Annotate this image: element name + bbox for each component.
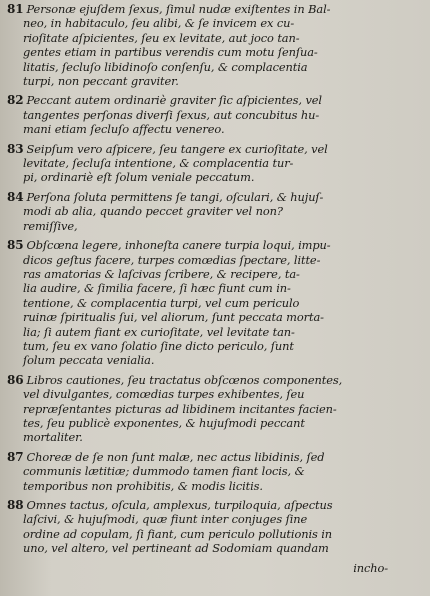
- entry-line: neo, in habitaculo, ſeu alibi, & ſe invicem ex cu-: [23, 16, 295, 31]
- entry-line: vel divulgantes, comœdias turpes exhibentes, ſeu: [23, 387, 305, 402]
- entry-line: lia; ſi autem fiant ex curioſitate, vel levitate tan-: [23, 324, 295, 339]
- entry-first-line: [4, 498, 424, 512]
- entry-line: ordine ad copulam, ſi fiant, cum periculo pollutionis in: [23, 526, 333, 541]
- catchword: incho-: [353, 560, 388, 575]
- entry-85: [4, 238, 424, 368]
- entry-text: Omnes tactus, oſcula, amplexus, turpiloquia, aſpectus: [26, 498, 333, 512]
- entry-line: repræſentantes picturas ad libidinem incitantes facien-: [23, 401, 337, 416]
- entry-line: ſolum peccata venialia.: [23, 353, 155, 368]
- entry-number: 87: [7, 449, 24, 464]
- entry-83: [4, 142, 424, 185]
- entry-line: turpi, non peccant graviter.: [23, 74, 179, 89]
- entry-line: modi ab alia, quando peccet graviter vel non?: [23, 204, 283, 219]
- entry-line: tangentes perſonas diverſi ſexus, aut concubitus hu-: [23, 107, 320, 122]
- entry-number: 83: [7, 141, 24, 156]
- entry-text: Perſona ſoluta permittens ſe tangi, oſculari, & hujuſ-: [26, 189, 324, 204]
- entries-list: [4, 2, 424, 556]
- entry-line: rioſitate aſpicientes, ſeu ex levitate, aut joco tan-: [23, 30, 300, 45]
- entry-first-line: [4, 93, 424, 107]
- entry-line: tes, ſeu publicè exponentes, & hujuſmodi peccant: [23, 415, 305, 430]
- entry-line: litatis, ſecluſo libidinoſo conſenſu, & complacentia: [23, 59, 308, 74]
- entry-line: ras amatorias & laſcivas ſcribere, & recipere, ta-: [23, 266, 300, 281]
- entry-number: 81: [7, 2, 24, 16]
- entry-first-line: [4, 190, 424, 204]
- entry-line: levitate, ſecluſa intentione, & complacentia tur-: [23, 156, 294, 171]
- entry-text: Choreæ de ſe non ſunt malæ, nec actus libidinis, ſed: [26, 449, 325, 464]
- entry-line: dicos geſtus facere, turpes comœdias ſpectare, litte-: [23, 252, 321, 267]
- entry-line: communis lætitiæ; dummodo tamen fiant locis, &: [23, 464, 305, 479]
- entry-line: lia audire, & ſimilia facere, ſi hæc fiunt cum in-: [23, 281, 291, 296]
- entry-number: 88: [7, 498, 24, 512]
- entry-line: tentione, & complacentia turpi, vel cum periculo: [23, 295, 300, 310]
- entry-line: remiſſive,: [23, 218, 78, 233]
- entry-first-line: [4, 238, 424, 252]
- entry-84: [4, 190, 424, 233]
- entry-number: 85: [7, 238, 24, 253]
- entry-81: [4, 2, 424, 88]
- entry-82: [4, 93, 424, 136]
- entry-line: temporibus non prohibitis, & modis licitis.: [23, 478, 263, 493]
- entry-line: gentes etiam in partibus verendis cum motu ſenſua-: [23, 45, 318, 60]
- entry-first-line: [4, 2, 424, 16]
- entry-line: uno, vel altero, vel pertineant ad Sodomiam quandam: [23, 541, 329, 556]
- entry-line: pi, ordinariè eſt ſolum veniale peccatum.: [23, 170, 255, 185]
- entry-line: ruinæ ſpiritualis ſui, vel aliorum, ſunt peccata morta-: [23, 310, 324, 325]
- entry-number: 86: [7, 372, 24, 387]
- entry-text: Personæ ejuſdem ſexus, ſimul nudæ exiſtentes in Bal-: [26, 2, 331, 16]
- entry-text: Seipſum vero aſpicere, ſeu tangere ex curioſitate, vel: [26, 141, 328, 156]
- entry-line: mortaliter.: [23, 430, 83, 445]
- entry-86: [4, 373, 424, 445]
- entry-first-line: [4, 450, 424, 464]
- entry-text: Peccant autem ordinariè graviter ſic aſpicientes, vel: [26, 93, 322, 108]
- entry-line: tum, ſeu ex vano ſolatio ſine dicto periculo, ſunt: [23, 338, 294, 353]
- entry-first-line: [4, 142, 424, 156]
- entry-line: mani etiam ſecluſo affectu venereo.: [23, 122, 225, 137]
- entry-text: Libros cautiones, ſeu tractatus obſcœnos componentes,: [26, 372, 343, 387]
- entry-number: 82: [7, 93, 24, 108]
- entry-87: [4, 450, 424, 493]
- entry-first-line: [4, 373, 424, 387]
- entry-text: Obſcœna legere, inhoneſta canere turpia loqui, impu-: [26, 238, 331, 253]
- entry-88: [4, 498, 424, 556]
- entry-line: laſcivi, & hujuſmodi, quæ fiunt inter conjuges ſine: [23, 512, 308, 527]
- entry-number: 84: [7, 189, 24, 204]
